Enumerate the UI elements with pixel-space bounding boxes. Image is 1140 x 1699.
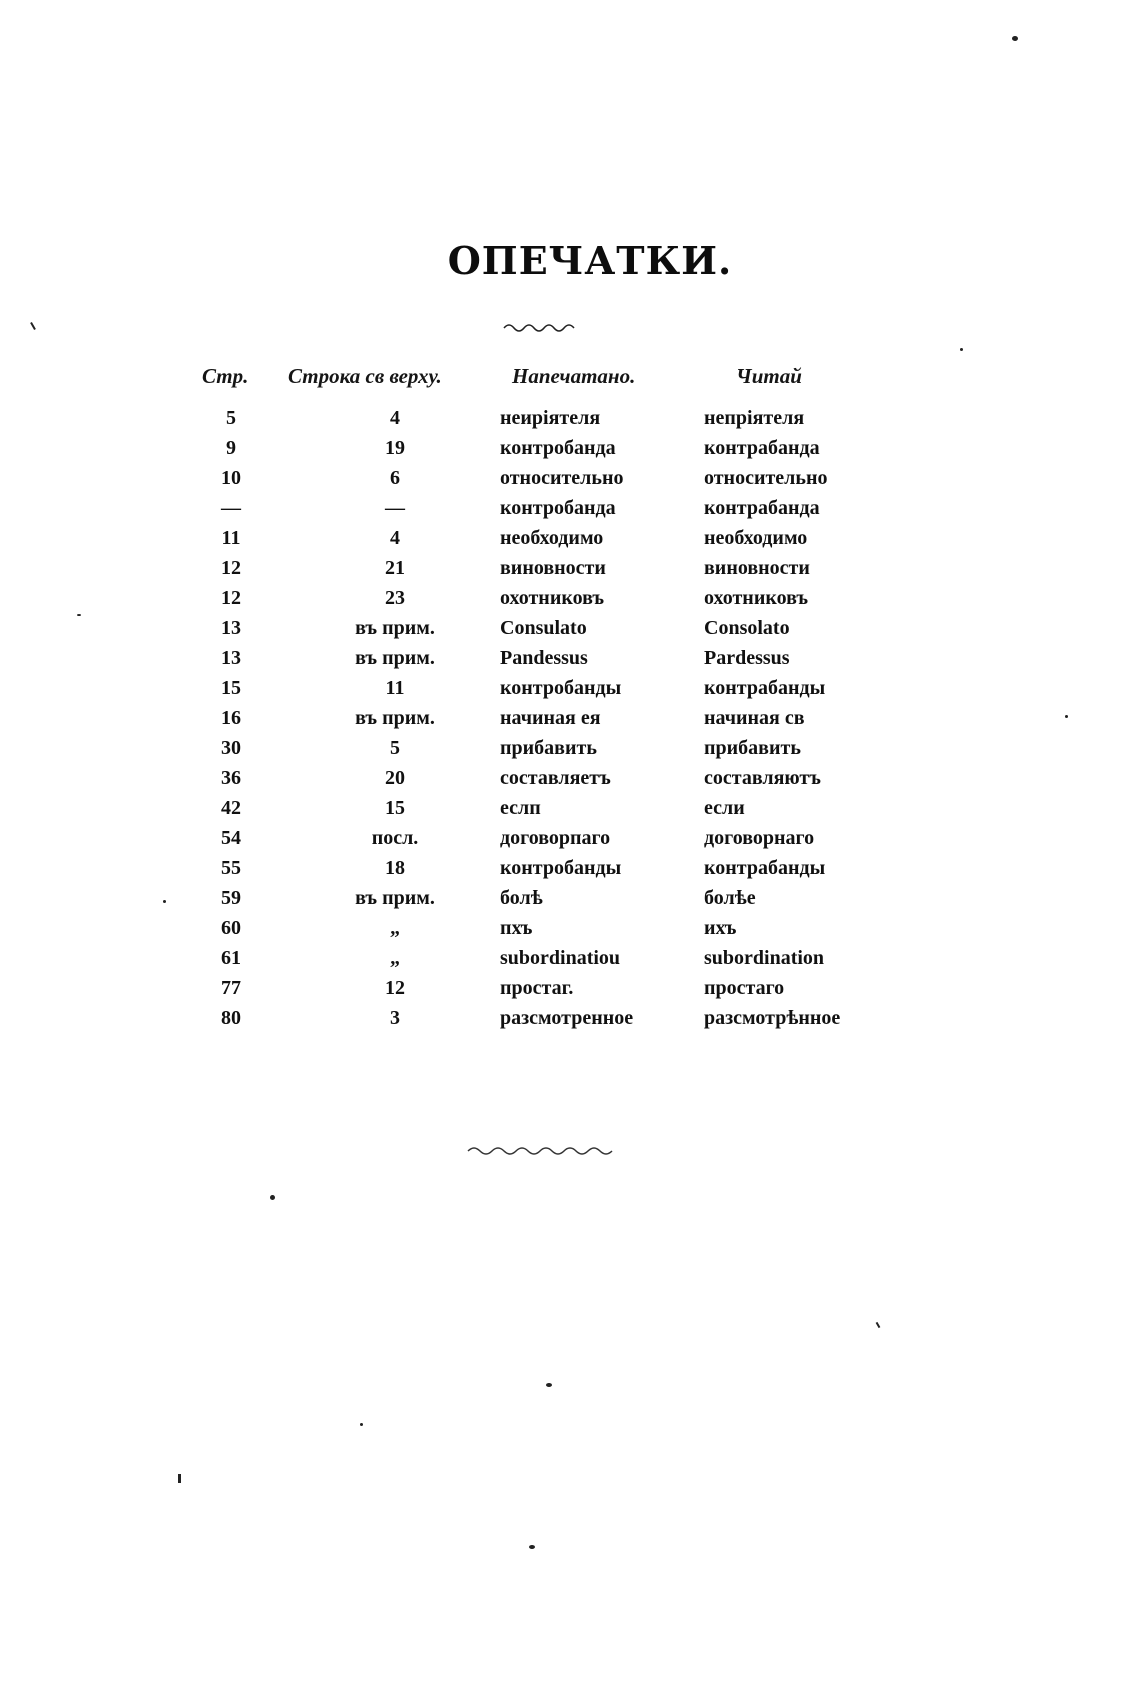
table-row — [0, 797, 1140, 827]
cell-page: 12 — [221, 557, 241, 579]
cell-printed: охотниковъ — [500, 587, 605, 609]
header-line: Строка св верху. — [288, 364, 442, 388]
table-row — [0, 407, 1140, 437]
cell-line: 21 — [385, 557, 405, 579]
table-row — [0, 437, 1140, 467]
cell-line: 19 — [385, 437, 405, 459]
cell-printed: еслп — [500, 797, 541, 819]
cell-line: 20 — [385, 767, 405, 789]
scan-speck — [163, 900, 166, 903]
table-row — [0, 977, 1140, 1007]
scan-speck — [960, 348, 963, 351]
cell-page: — — [221, 497, 241, 519]
cell-line: въ прим. — [355, 617, 435, 639]
cell-page: 12 — [221, 587, 241, 609]
cell-read: охотниковъ — [704, 587, 809, 609]
scan-speck — [1012, 36, 1018, 41]
cell-line: 18 — [385, 857, 405, 879]
cell-page: 59 — [221, 887, 241, 909]
cell-printed: неиріятеля — [500, 407, 601, 429]
cell-line: 23 — [385, 587, 405, 609]
table-row — [0, 467, 1140, 497]
header-printed: Напечатано. — [512, 364, 636, 388]
cell-read: прибавить — [704, 737, 801, 759]
cell-page: 10 — [221, 467, 241, 489]
cell-page: 5 — [226, 407, 236, 429]
errata-table — [0, 407, 1140, 1037]
scan-speck — [30, 322, 36, 330]
cell-read: болѣе — [704, 887, 756, 909]
cell-line: „ — [390, 917, 400, 939]
cell-line: 6 — [390, 467, 400, 489]
cell-read: договорнаго — [704, 827, 815, 849]
cell-line: въ прим. — [355, 707, 435, 729]
cell-printed: Consulato — [500, 617, 587, 639]
scan-speck — [529, 1545, 535, 1549]
scan-speck — [270, 1195, 275, 1200]
cell-line: 12 — [385, 977, 405, 999]
cell-page: 55 — [221, 857, 241, 879]
cell-line: „ — [390, 947, 400, 969]
cell-read: если — [704, 797, 745, 819]
cell-line: 4 — [390, 527, 400, 549]
page-title: ОПЕЧАТКИ. — [447, 238, 733, 283]
cell-line: 15 — [385, 797, 405, 819]
cell-printed: составляетъ — [500, 767, 611, 789]
cell-line: 4 — [390, 407, 400, 429]
scan-speck — [876, 1322, 881, 1328]
cell-read: относительно — [704, 467, 828, 489]
cell-read: контрабанда — [704, 437, 820, 459]
header-page: Стр. — [202, 364, 249, 388]
cell-read: контрабанды — [704, 677, 826, 699]
cell-read: составляютъ — [704, 767, 821, 789]
cell-printed: болѣ — [500, 887, 543, 909]
cell-line: — — [385, 497, 405, 519]
cell-page: 61 — [221, 947, 241, 969]
cell-read: контрабанды — [704, 857, 826, 879]
cell-page: 30 — [221, 737, 241, 759]
table-row — [0, 677, 1140, 707]
table-row — [0, 947, 1140, 977]
table-row — [0, 887, 1140, 917]
cell-printed: разсмотренное — [500, 1007, 634, 1029]
cell-page: 54 — [221, 827, 241, 849]
cell-line: 5 — [390, 737, 400, 759]
cell-page: 11 — [221, 527, 241, 549]
cell-read: простаго — [704, 977, 785, 999]
cell-printed: отнocитeльнo — [500, 467, 624, 489]
table-row — [0, 707, 1140, 737]
cell-page: 42 — [221, 797, 241, 819]
cell-printed: Pandessus — [500, 647, 588, 669]
cell-printed: простаг. — [500, 977, 574, 999]
cell-printed: прибавить — [500, 737, 597, 759]
cell-printed: контробанда — [500, 497, 616, 519]
table-row — [0, 647, 1140, 677]
cell-line: 3 — [390, 1007, 400, 1029]
cell-printed: пхъ — [500, 917, 533, 939]
cell-page: 16 — [221, 707, 241, 729]
table-row — [0, 857, 1140, 887]
cell-page: 15 — [221, 677, 241, 699]
cell-read: контрабанда — [704, 497, 820, 519]
scan-speck — [546, 1383, 552, 1387]
table-row — [0, 497, 1140, 527]
table-row — [0, 617, 1140, 647]
cell-page: 60 — [221, 917, 241, 939]
cell-read: Consolato — [704, 617, 790, 639]
cell-printed: контробанда — [500, 437, 616, 459]
scan-speck — [360, 1423, 363, 1426]
cell-page: 9 — [226, 437, 236, 459]
table-row — [0, 737, 1140, 767]
cell-read: subordination — [704, 947, 825, 969]
cell-page: 13 — [221, 617, 241, 639]
cell-printed: договорпаго — [500, 827, 611, 849]
scan-speck — [178, 1474, 181, 1483]
cell-printed: контробанды — [500, 677, 622, 699]
cell-read: ихъ — [704, 917, 737, 939]
cell-page: 13 — [221, 647, 241, 669]
table-row — [0, 557, 1140, 587]
table-row — [0, 527, 1140, 557]
cell-printed: начиная ея — [500, 707, 601, 729]
cell-line: въ прим. — [355, 647, 435, 669]
table-row — [0, 1007, 1140, 1037]
cell-printed: контробанды — [500, 857, 622, 879]
table-row — [0, 917, 1140, 947]
cell-page: 77 — [221, 977, 241, 999]
cell-printed: виновности — [500, 557, 606, 579]
cell-page: 36 — [221, 767, 241, 789]
cell-read: виновности — [704, 557, 810, 579]
cell-line: въ прим. — [355, 887, 435, 909]
bottom-wave-ornament — [466, 1142, 616, 1156]
table-row — [0, 587, 1140, 617]
cell-page: 80 — [221, 1007, 241, 1029]
cell-read: непріятеля — [704, 407, 805, 429]
cell-read: необходимо — [704, 527, 808, 549]
scan-speck — [77, 614, 81, 616]
top-wave-ornament — [502, 320, 582, 332]
cell-read: начиная св — [704, 707, 805, 729]
table-row — [0, 827, 1140, 857]
cell-line: 11 — [385, 677, 405, 699]
cell-printed: subordinatiou — [500, 947, 621, 969]
cell-read: разсмотрѣнное — [704, 1007, 841, 1029]
scan-speck — [1065, 715, 1068, 718]
cell-read: Pardessus — [704, 647, 790, 669]
cell-line: посл. — [371, 827, 419, 849]
header-read: Читай — [736, 364, 802, 388]
cell-printed: необходимо — [500, 527, 604, 549]
table-row — [0, 767, 1140, 797]
